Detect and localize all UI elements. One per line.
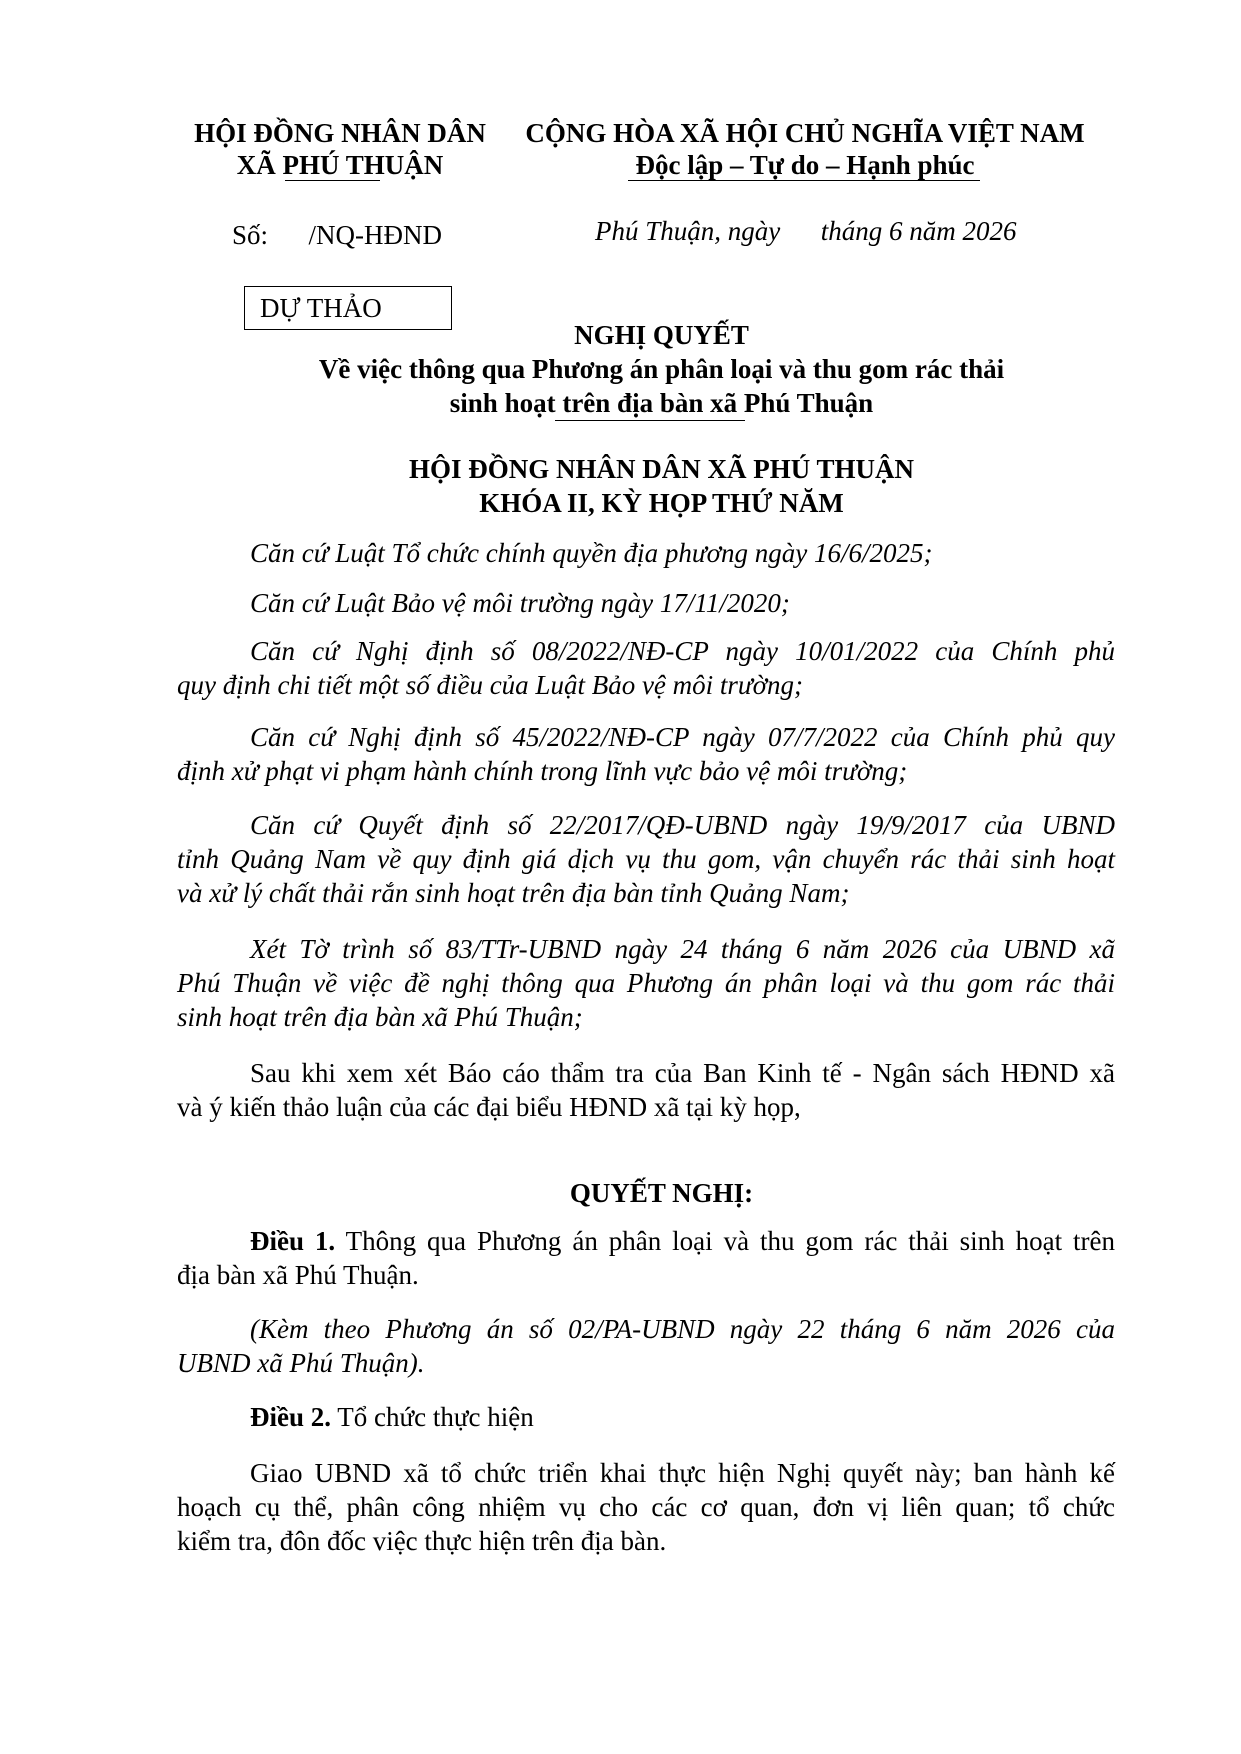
draft-label: DỰ THẢO [260, 293, 382, 323]
basis-6-line1: Xét Tờ trình số 83/TTr-UBND ngày 24 tháng 6 năm 2026 của UBND xã [250, 934, 1115, 964]
article-2-label: Điều 2. [250, 1402, 331, 1432]
article-2-title: Tổ chức thực hiện [331, 1402, 534, 1432]
article-2-heading [250, 1400, 534, 1434]
article-1-label: Điều 1. [250, 1226, 336, 1256]
article-1-line2: địa bàn xã Phú Thuận. [177, 1260, 419, 1290]
title-underline [555, 420, 745, 421]
article-1-note-line1: (Kèm theo Phương án số 02/PA-UBND ngày 22 tháng 6 năm 2026 của [250, 1314, 1115, 1344]
basis-3-line1: Căn cứ Nghị định số 08/2022/NĐ-CP ngày 10/01/2022 của Chính phủ [250, 636, 1115, 666]
org-name-line2: XÃ PHÚ THUẬN [236, 150, 444, 180]
article-2-line3: kiểm tra, đôn đốc việc thực hiện trên địa bàn. [177, 1526, 667, 1556]
basis-6-line3: sinh hoạt trên địa bàn xã Phú Thuận; [177, 1002, 583, 1032]
basis-2: Căn cứ Luật Bảo vệ môi trường ngày 17/11/2020; [250, 588, 790, 618]
org-underline [285, 180, 380, 181]
article-1-line1 [250, 1224, 1115, 1258]
document-number: Số: /NQ-HĐND [232, 220, 443, 250]
place-date: Phú Thuận, ngày tháng 6 năm 2026 [595, 216, 1017, 246]
basis-1: Căn cứ Luật Tổ chức chính quyền địa phương ngày 16/6/2025; [250, 538, 933, 568]
article-1-text: Thông qua Phương án phân loại và thu gom rác thải sinh hoạt trên [335, 1226, 1115, 1256]
basis-4-line1: Căn cứ Nghị định số 45/2022/NĐ-CP ngày 07/7/2022 của Chính phủ quy [250, 722, 1115, 752]
nation-name: CỘNG HÒA XÃ HỘI CHỦ NGHĨA VIỆT NAM [525, 118, 1085, 148]
org-name-line1: HỘI ĐỒNG NHÂN DÂN [194, 118, 486, 148]
article-2-line1: Giao UBND xã tổ chức triển khai thực hiện Nghị quyết này; ban hành kế [250, 1458, 1115, 1488]
basis-6-line2: Phú Thuận về việc đề nghị thông qua Phương án phân loại và thu gom rác thải [177, 968, 1115, 998]
document-title: NGHỊ QUYẾT [574, 320, 749, 350]
review-line1: Sau khi xem xét Báo cáo thẩm tra của Ban Kinh tế - Ngân sách HĐND xã [250, 1058, 1115, 1088]
basis-5-line3: và xử lý chất thải rắn sinh hoạt trên địa bàn tỉnh Quảng Nam; [177, 878, 850, 908]
basis-5-line2: tỉnh Quảng Nam về quy định giá dịch vụ thu gom, vận chuyển rác thải sinh hoạt [177, 844, 1115, 874]
decision-heading: QUYẾT NGHỊ: [569, 1178, 754, 1208]
basis-3-line2: quy định chi tiết một số điều của Luật Bảo vệ môi trường; [177, 670, 804, 700]
review-line2: và ý kiến thảo luận của các đại biểu HĐND xã tại kỳ họp, [177, 1092, 801, 1122]
title-subject-line2: sinh hoạt trên địa bàn xã Phú Thuận [449, 388, 874, 418]
nation-motto: Độc lập – Tự do – Hạnh phúc [635, 150, 975, 180]
council-name: HỘI ĐỒNG NHÂN DÂN XÃ PHÚ THUẬN [408, 454, 914, 484]
article-1-note-line2: UBND xã Phú Thuận). [177, 1348, 425, 1378]
council-session: KHÓA II, KỲ HỌP THỨ NĂM [479, 488, 844, 518]
article-2-line2: hoạch cụ thể, phân công nhiệm vụ cho các cơ quan, đơn vị liên quan; tổ chức [177, 1492, 1115, 1522]
basis-4-line2: định xử phạt vi phạm hành chính trong lĩnh vực bảo vệ môi trường; [177, 756, 908, 786]
motto-underline [628, 180, 980, 181]
title-subject-line1: Về việc thông qua Phương án phân loại và thu gom rác thải [318, 354, 1005, 384]
basis-5-line1: Căn cứ Quyết định số 22/2017/QĐ-UBND ngày 19/9/2017 của UBND [250, 810, 1115, 840]
